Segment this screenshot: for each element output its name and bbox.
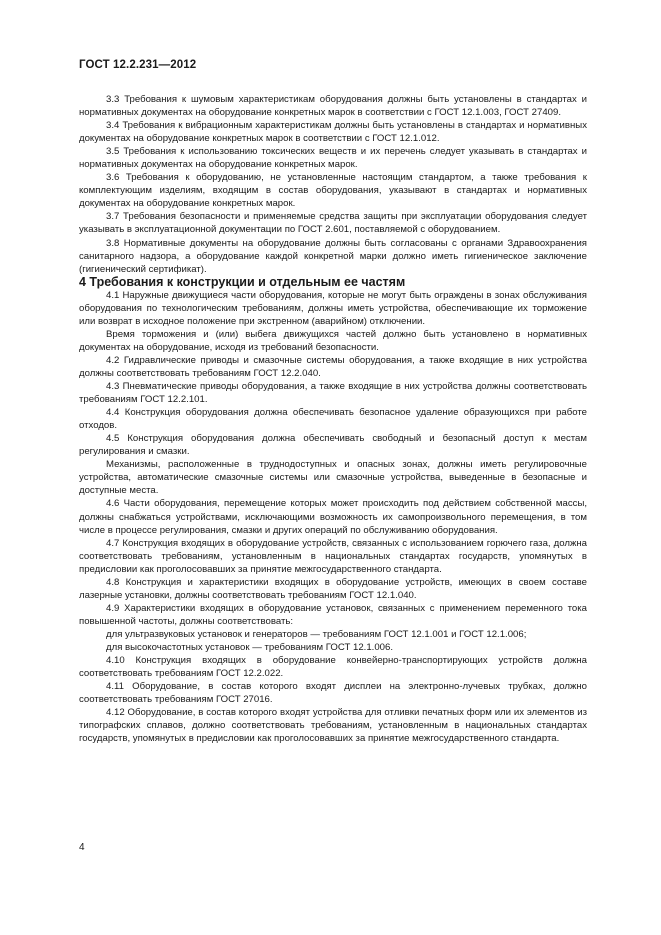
paragraph-4-10: 4.10 Конструкция входящих в оборудование конвейерно-транспортирующих устройств должна соответствовать требованиям ГОСТ 12.2.022. (79, 655, 587, 680)
paragraph-4-11: 4.11 Оборудование, в состав которого входят дисплеи на электронно-лучевых трубках, должно соответствовать требованиям ГОСТ 27016. (79, 681, 587, 706)
paragraph-4-1-braking: Время торможения и (или) выбега движущихся частей должно быть установлено в нормативных документах на оборудование, исходя из требований безопасности. (79, 328, 587, 353)
paragraph-4-12: 4.12 Оборудование, в состав которого входят устройства для отливки печатных форм или их элементов из типографских сплавов, должно соответствовать требованиям, установленным в национальных стандартах государств, упомянутых в предисловии как проголосовавших за принятие межгосударственного стандарта. (79, 707, 587, 745)
paragraph-4-5: 4.5 Конструкция оборудования должна обеспечивать свободный и безопасный доступ к местам регулирования и смазки. (79, 433, 587, 458)
paragraph-4-9-highfreq: для высокочастотных установок — требованиям ГОСТ 12.1.006. (106, 641, 393, 653)
document-code-header: ГОСТ 12.2.231—2012 (79, 59, 197, 71)
paragraph-4-7: 4.7 Конструкция входящих в оборудование устройств, связанных с использованием горючего газа, должна соответствовать требованиям, установленным в национальных стандартах государств, упомянутых в предисловии как проголосовавших за принятие межгосударственного стандарта. (79, 537, 587, 575)
paragraph-4-9-ultrasonic: для ультразвуковых установок и генераторов — требованиям ГОСТ 12.1.001 и ГОСТ 12.1.006; (106, 628, 527, 640)
paragraph-4-2: 4.2 Гидравлические приводы и смазочные системы оборудования, а также входящие в них устройства должны соответствовать требованиям ГОСТ 12.2.040. (79, 354, 587, 379)
paragraph-4-4: 4.4 Конструкция оборудования должна обеспечивать безопасное удаление образующихся при работе отходов. (79, 407, 587, 432)
page-number: 4 (79, 842, 85, 853)
document-body (79, 93, 587, 745)
paragraph-3-4: 3.4 Требования к вибрационным характеристикам должны быть установлены в стандартах и нормативных документах на оборудование конкретных марок в соответствии с ГОСТ 12.1.012. (79, 120, 587, 145)
paragraph-3-6: 3.6 Требования к оборудованию, не установленные настоящим стандартом, а также требования к комплектующим изделиям, входящим в состав оборудования, указывают в стандартах и нормативных документах на оборудование конкретных марок. (79, 172, 587, 210)
paragraph-3-8: 3.8 Нормативные документы на оборудование должны быть согласованы с органами Здравоохранения санитарного надзора, а оборудование каждой конкретной марки должно иметь гигиеническое заключение (гигиенический сертификат). (79, 237, 587, 275)
paragraph-4-1: 4.1 Наружные движущиеся части оборудования, которые не могут быть ограждены в зонах обслуживания оборудования по технологическим требованиям, должны иметь устройства, обеспечивающие их торможение или возврат в исходное положение при экстренном (аварийном) отключении. (79, 289, 587, 327)
section-title: 4 Требования к конструкции и отдельным ее частям (79, 274, 406, 289)
paragraph-3-3: 3.3 Требования к шумовым характеристикам оборудования должны быть установлены в стандартах и нормативных документах на оборудование конкретных марок в соответствии с ГОСТ 12.1.003, ГОСТ 27409. (79, 94, 587, 119)
paragraph-4-5-mechanisms: Механизмы, расположенные в труднодоступных и опасных зонах, должны иметь регулировочные устройства, автоматические смазочные системы или смазочные устройства, выведенные в безопасные и доступные места. (79, 459, 587, 497)
paragraph-4-6: 4.6 Части оборудования, перемещение которых может происходить под действием собственной массы, должны снабжаться устройствами, исключающими возможность их самопроизвольного перемещения, в том числе в процессе регулирования, смазки и других операций по обслуживанию оборудования. (79, 498, 587, 536)
paragraph-3-5: 3.5 Требования к использованию токсических веществ и их перечень следует указывать в стандартах и нормативных документах на оборудование конкретных марок. (79, 146, 587, 171)
paragraph-3-7: 3.7 Требования безопасности и применяемые средства защиты при эксплуатации оборудования следует указывать в эксплуатационной документации по ГОСТ 2.601, поставляемой с оборудованием. (79, 211, 587, 236)
paragraph-4-3: 4.3 Пневматические приводы оборудования, а также входящие в них устройства должны соответствовать требованиям ГОСТ 12.2.101. (79, 381, 587, 406)
paragraph-4-8: 4.8 Конструкция и характеристики входящих в оборудование устройств, имеющих в своем составе лазерные установки, должны соответствовать требованиям ГОСТ 12.1.040. (79, 576, 587, 601)
paragraph-4-9: 4.9 Характеристики входящих в оборудование установок, связанных с применением переменного тока повышенной частоты, должны соответствовать: (79, 602, 587, 627)
